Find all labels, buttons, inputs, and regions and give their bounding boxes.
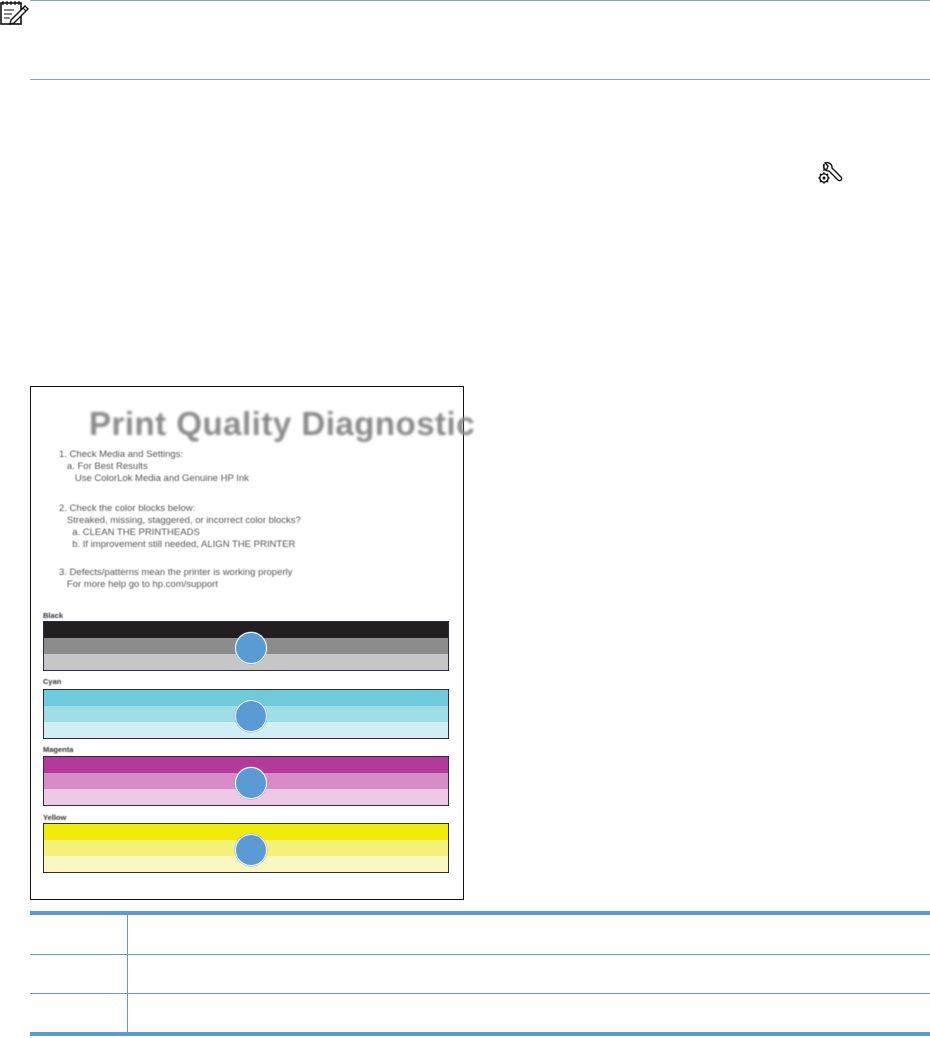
table-cell-description xyxy=(128,913,930,955)
callout-table xyxy=(30,911,930,1036)
table-row xyxy=(30,955,930,994)
diagnostic-page-title: Print Quality Diagnostic xyxy=(89,405,476,442)
diagnostic-step-2: 2. Check the color blocks below: Streaked, missing, staggered, or incorrect color blocks? a. CLEAN THE PRINTHEADS b. If improvement still needed, ALIGN THE PRINTER xyxy=(59,503,301,550)
band-label-cyan: Cyan xyxy=(43,677,62,686)
table-row xyxy=(30,994,930,1035)
callout-marker xyxy=(235,632,267,664)
table-cell-description xyxy=(128,994,930,1035)
color-band-yellow xyxy=(43,823,449,873)
diagnostic-step-3: 3. Defects/patterns mean the printer is working properly For more help go to hp.com/support xyxy=(59,567,293,590)
top-rule xyxy=(30,0,930,1)
print-quality-diagnostic-figure xyxy=(30,386,476,900)
table-row xyxy=(30,913,930,955)
band-label-black: Black xyxy=(43,611,64,620)
table-cell-number xyxy=(30,955,128,994)
diagnostic-step-1: 1. Check Media and Settings: a. For Best Results Use ColorLok Media and Genuine HP Ink xyxy=(59,449,249,484)
band-label-yellow: Yellow xyxy=(43,813,67,822)
table-cell-number xyxy=(30,913,128,955)
note-bottom-rule xyxy=(30,79,930,80)
table-cell-number xyxy=(30,994,128,1035)
table-cell-description xyxy=(128,955,930,994)
color-band-cyan xyxy=(43,689,449,739)
wrench-gear-icon xyxy=(816,160,844,186)
callout-marker xyxy=(235,700,267,732)
color-band-magenta xyxy=(43,756,449,806)
callout-marker xyxy=(235,767,267,799)
band-label-magenta: Magenta xyxy=(43,745,74,754)
callout-marker xyxy=(235,834,267,866)
color-band-black xyxy=(43,621,449,671)
note-pencil-icon xyxy=(0,0,30,26)
